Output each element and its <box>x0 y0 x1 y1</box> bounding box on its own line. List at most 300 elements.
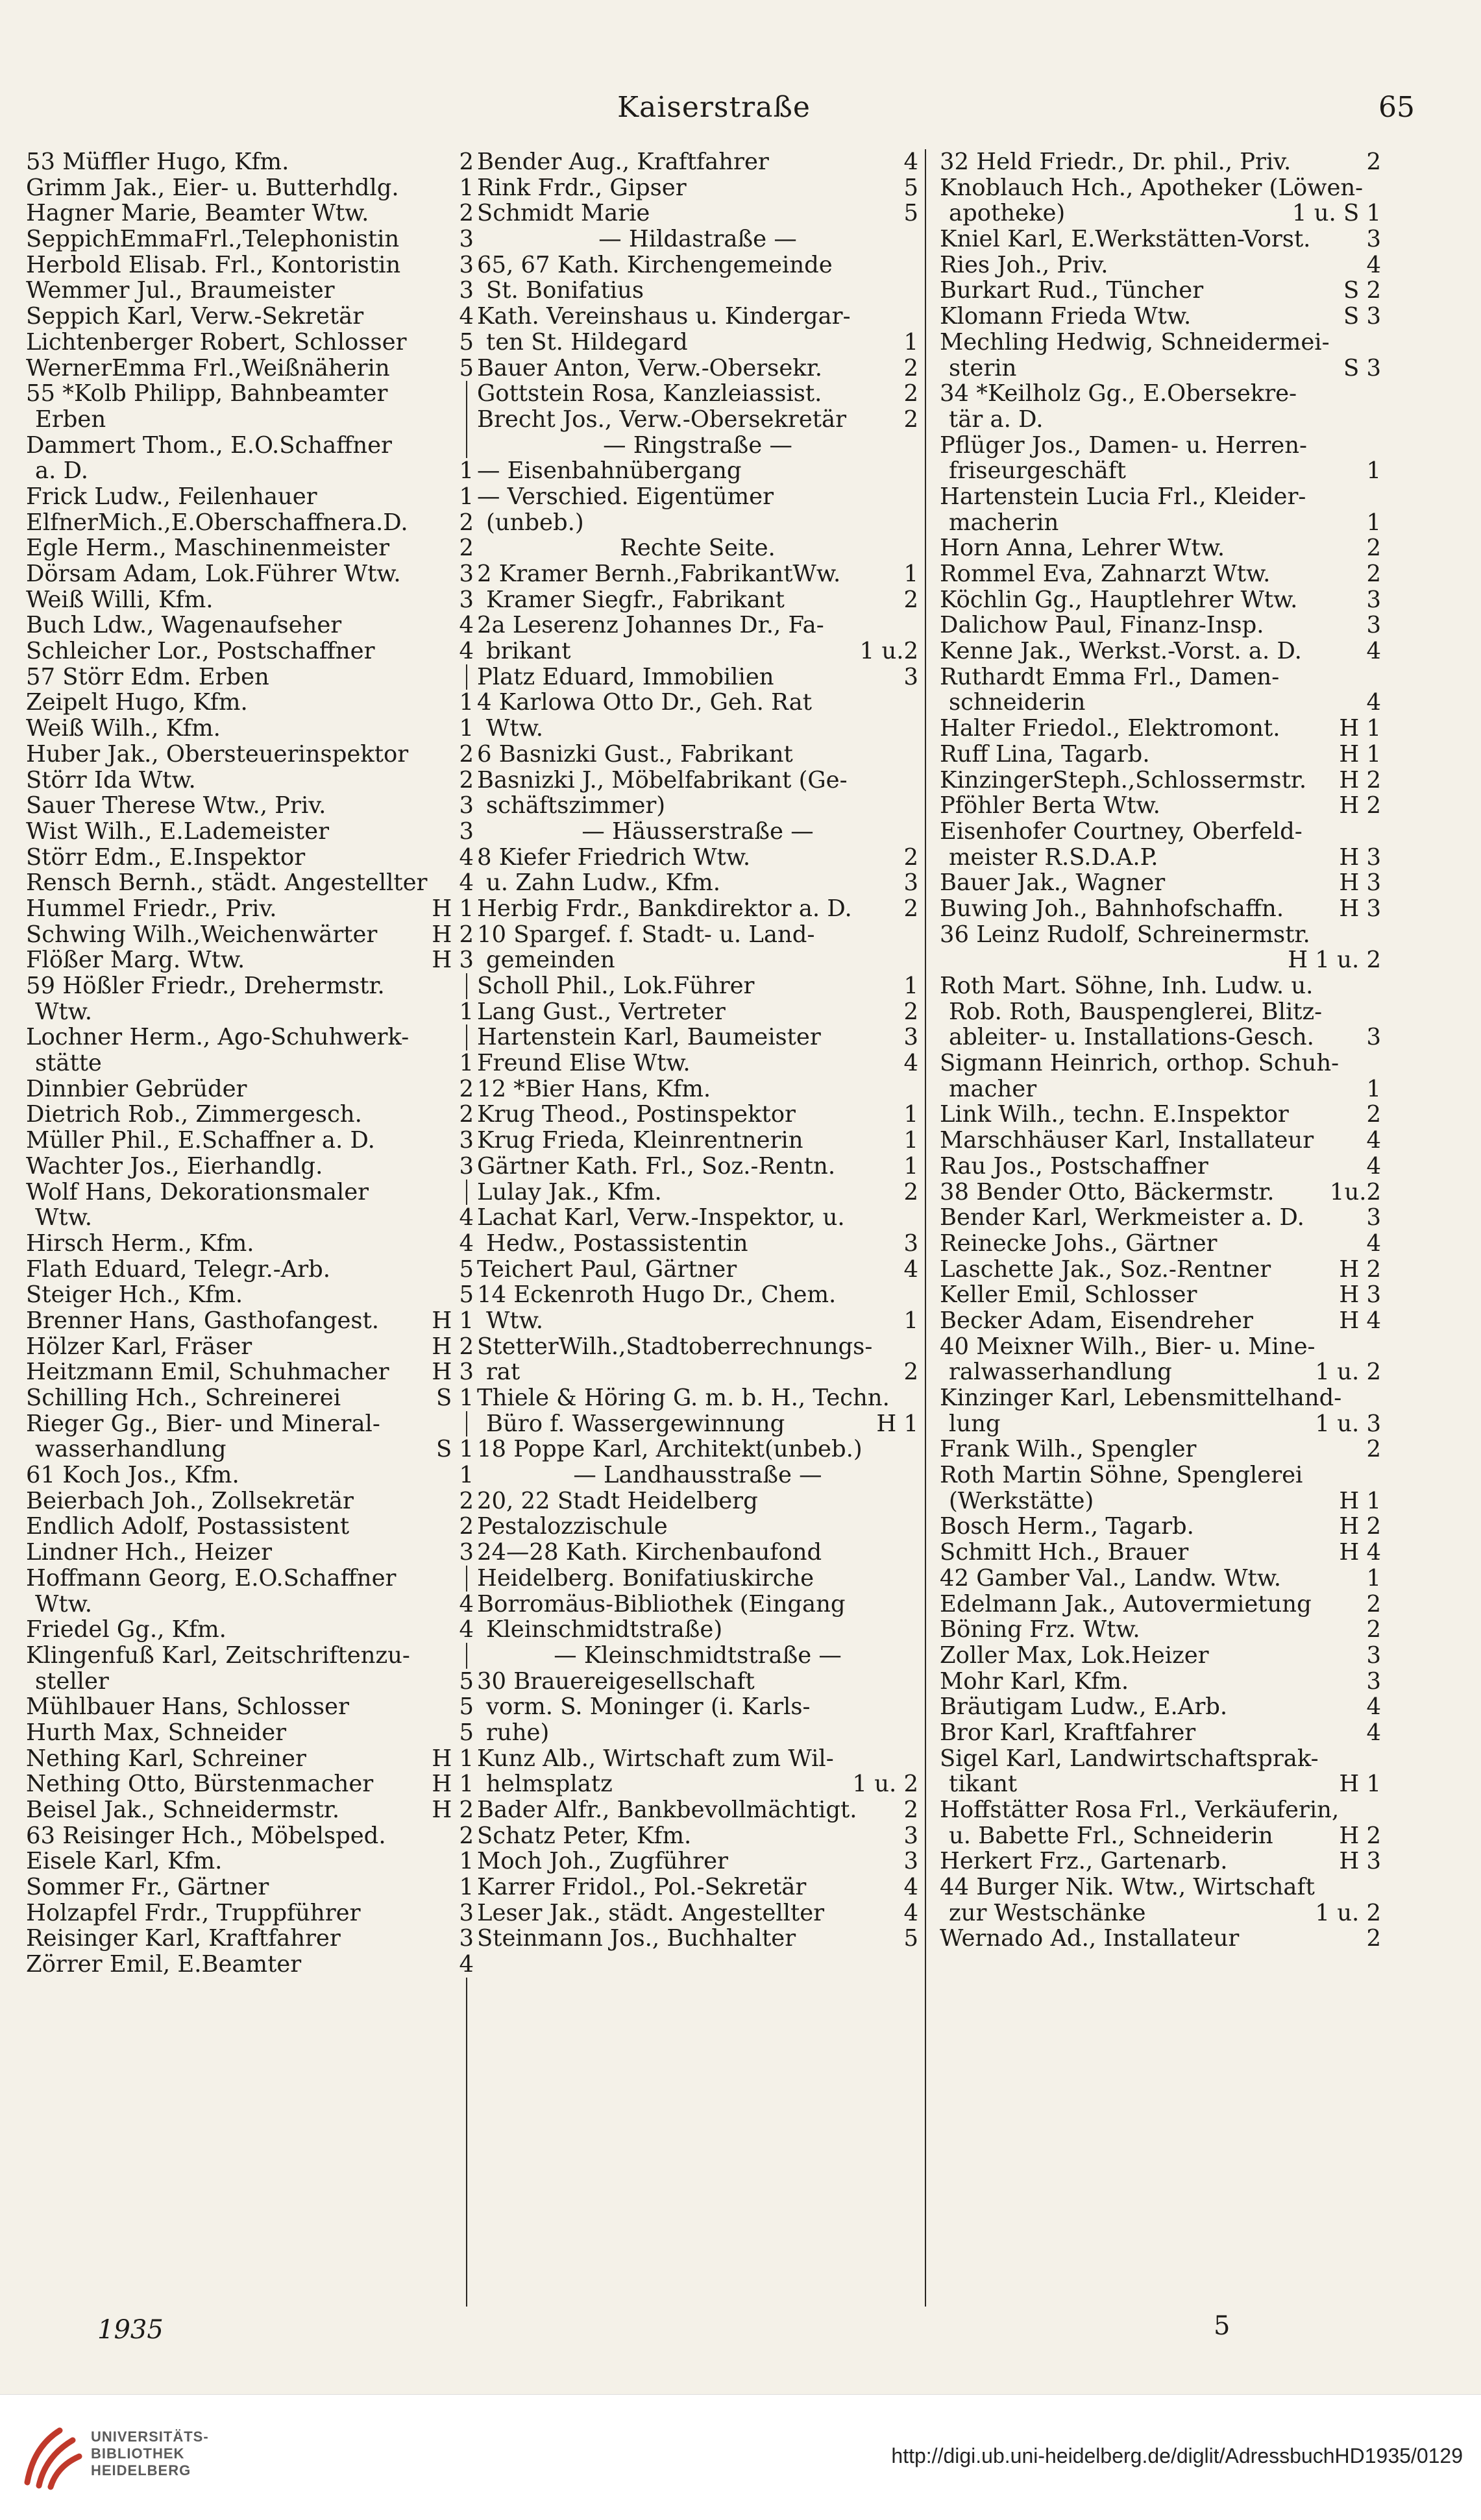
directory-entry <box>26 612 474 638</box>
directory-entry <box>477 200 918 226</box>
entry-text: Rink Frdr., Gipser <box>477 175 687 201</box>
entry-text: 10 Spargef. f. Stadt- u. Land- <box>477 921 815 948</box>
directory-entry <box>26 793 474 819</box>
floor-indicator: 1 <box>900 1308 918 1334</box>
floor-indicator: 2 <box>900 896 918 922</box>
entry-text: Lindner Hch., Heizer <box>26 1540 273 1566</box>
entry-text: Bader Alfr., Bankbevollmächtigt. <box>477 1797 857 1823</box>
floor-indicator: 3 <box>455 278 474 304</box>
directory-entry <box>26 1359 474 1385</box>
entry-text: Rommel Eva, Zahnarzt Wtw. <box>940 561 1271 587</box>
entry-text: Böning Frz. Wtw. <box>940 1617 1140 1643</box>
directory-entry <box>477 1797 918 1823</box>
entry-text: Friedel Gg., Kfm. <box>26 1617 226 1643</box>
entry-text: Rechte Seite. <box>620 535 776 561</box>
directory-entry <box>26 1154 474 1180</box>
directory-entry <box>940 819 1381 845</box>
floor-indicator: 2 <box>1362 1617 1381 1643</box>
entry-text: Freund Elise Wtw. <box>477 1050 691 1076</box>
directory-entry <box>940 612 1381 638</box>
entry-text: tikant <box>949 1771 1018 1797</box>
directory-entry <box>940 484 1381 510</box>
directory-entry <box>940 1874 1381 1900</box>
entry-text: rat <box>486 1359 520 1385</box>
entry-text: Hedw., Postassistentin <box>486 1230 748 1257</box>
entry-text: Roth Mart. Söhne, Inh. Ludw. u. <box>940 973 1314 999</box>
directory-entry <box>477 1720 918 1746</box>
entry-text: Wtw. <box>35 999 92 1025</box>
floor-indicator: 3 <box>455 1900 474 1926</box>
directory-entry <box>477 1231 918 1257</box>
directory-entry <box>26 1128 474 1154</box>
directory-entry <box>26 1823 474 1849</box>
page-title: Kaiserstraße <box>617 91 811 124</box>
directory-entry <box>940 1180 1381 1205</box>
entry-text: Flath Eduard, Telegr.-Arb. <box>26 1256 331 1283</box>
directory-entry <box>26 947 474 973</box>
directory-entry <box>477 638 918 664</box>
entry-text: St. Bonifatius <box>486 278 644 304</box>
entry-text: — Ringstraße — <box>603 432 792 459</box>
floor-indicator: 3 <box>1362 226 1381 252</box>
floor-indicator: 1 u.2 <box>856 638 918 664</box>
directory-entry <box>940 1154 1381 1180</box>
entry-text: Laschette Jak., Soz.-Rentner <box>940 1256 1271 1283</box>
floor-indicator: 3 <box>455 1128 474 1154</box>
entry-text: Lachat Karl, Verw.-Inspektor, u. <box>477 1205 845 1231</box>
floor-indicator: 4 <box>900 1257 918 1283</box>
directory-entry <box>477 1282 918 1308</box>
entry-text: Nething Otto, Bürstenmacher <box>26 1771 374 1797</box>
entry-text: WernerEmma Frl.,Weißnäherin <box>26 355 390 382</box>
directory-entry <box>940 1746 1381 1772</box>
entry-text: StetterWilh.,Stadtoberrechnungs- <box>477 1333 873 1360</box>
university-library-logo-icon[interactable] <box>14 2421 86 2492</box>
floor-indicator: 1 <box>900 1102 918 1128</box>
floor-indicator: H 1 <box>1335 1488 1381 1514</box>
entry-text: 18 Poppe Karl, Architekt(unbeb.) <box>477 1436 863 1463</box>
directory-entry <box>477 1617 918 1643</box>
directory-entry <box>940 226 1381 252</box>
entry-text: meister R.S.D.A.P. <box>949 844 1158 871</box>
directory-entry <box>26 1926 474 1952</box>
directory-entry <box>477 561 918 587</box>
directory-entry <box>26 1514 474 1540</box>
directory-entry <box>26 896 474 922</box>
directory-entry <box>477 510 918 536</box>
floor-indicator: 2 <box>900 845 918 871</box>
entry-text: Zoller Max, Lok.Heizer <box>940 1642 1209 1669</box>
entry-text: Wtw. <box>35 1205 92 1231</box>
entry-text: 59 Hößler Friedr., Drehermstr. <box>26 973 385 999</box>
source-url-link[interactable]: http://digi.ub.uni-heidelberg.de/diglit/AdressbuchHD1935/0129 <box>891 2444 1463 2467</box>
entry-text: Sigmann Heinrich, orthop. Schuh- <box>940 1050 1340 1076</box>
entry-text: Hartenstein Karl, Baumeister <box>477 1024 821 1051</box>
directory-column-right <box>940 149 1381 1952</box>
entry-text: Frick Ludw., Feilenhauer <box>26 483 317 510</box>
directory-entry <box>940 1848 1381 1874</box>
column-divider <box>925 149 926 2307</box>
floor-indicator: S 3 <box>1340 304 1381 330</box>
directory-entry <box>26 1952 474 1978</box>
floor-indicator: 1 <box>455 999 474 1025</box>
directory-entry <box>477 1592 918 1617</box>
directory-entry <box>940 1231 1381 1257</box>
directory-entry <box>26 1411 474 1437</box>
floor-indicator: H 1 u. 2 <box>1284 947 1381 973</box>
floor-indicator: 4 <box>900 1050 918 1076</box>
floor-indicator: 4 <box>900 149 918 175</box>
floor-indicator: 4 <box>900 1900 918 1926</box>
directory-entry <box>940 1385 1381 1411</box>
floor-indicator: 1 <box>455 175 474 201</box>
directory-entry <box>940 845 1381 871</box>
directory-entry <box>477 1128 918 1154</box>
floor-indicator: H 2 <box>1335 793 1381 819</box>
directory-entry <box>26 200 474 226</box>
directory-entry <box>26 433 474 459</box>
directory-entry <box>26 922 474 948</box>
directory-entry <box>26 1694 474 1720</box>
directory-entry <box>477 484 918 510</box>
floor-indicator: 4 <box>1362 1694 1381 1720</box>
directory-entry <box>477 587 918 613</box>
entry-text: Zörrer Emil, E.Beamter <box>26 1952 302 1978</box>
floor-indicator: 1 <box>455 690 474 716</box>
entry-text: 14 Eckenroth Hugo Dr., Chem. <box>477 1282 837 1308</box>
directory-entry <box>26 561 474 587</box>
directory-entry <box>26 1334 474 1360</box>
directory-entry <box>940 1334 1381 1360</box>
floor-indicator: 2 <box>900 381 918 407</box>
directory-entry <box>477 1694 918 1720</box>
directory-entry <box>26 381 474 407</box>
floor-indicator: 1 <box>455 484 474 510</box>
entry-text: Frank Wilh., Spengler <box>940 1436 1197 1463</box>
floor-indicator: H 3 <box>428 1359 474 1385</box>
floor-indicator: 2 <box>1362 1926 1381 1952</box>
entry-text: Herkert Frz., Gartenarb. <box>940 1848 1228 1875</box>
entry-text: Schleicher Lor., Postschaffner <box>26 638 375 664</box>
entry-text: Schatz Peter, Kfm. <box>477 1823 692 1849</box>
entry-text: Herbig Frdr., Bankdirektor a. D. <box>477 895 852 922</box>
directory-entry <box>940 690 1381 716</box>
floor-indicator: 5 <box>455 1669 474 1695</box>
entry-text: Reinecke Johs., Gärtner <box>940 1230 1218 1257</box>
floor-indicator: H 3 <box>1335 896 1381 922</box>
directory-entry <box>26 1050 474 1076</box>
directory-entry <box>477 1334 918 1360</box>
floor-indicator: 1 <box>900 1154 918 1180</box>
directory-entry <box>477 1308 918 1334</box>
directory-entry <box>477 973 918 999</box>
floor-indicator: S 1 <box>432 1436 474 1462</box>
directory-entry <box>477 356 918 382</box>
entry-text: ten St. Hildegard <box>486 329 688 356</box>
entry-text: Kniel Karl, E.Werkstätten-Vorst. <box>940 226 1311 252</box>
floor-indicator: 1 <box>900 330 918 356</box>
entry-text: ableiter- u. Installations-Gesch. <box>949 1024 1314 1051</box>
directory-entry <box>26 356 474 382</box>
directory-entry <box>26 1257 474 1283</box>
directory-entry <box>477 690 918 716</box>
entry-text: apotheke) <box>949 200 1066 227</box>
directory-entry <box>477 1900 918 1926</box>
floor-indicator: 1 <box>900 1128 918 1154</box>
entry-text: wasserhandlung <box>35 1436 226 1463</box>
entry-text: 2a Leserenz Johannes Dr., Fa- <box>477 612 824 639</box>
floor-indicator: H 2 <box>1335 768 1381 794</box>
floor-indicator: 4 <box>1362 690 1381 716</box>
floor-indicator: 2 <box>1362 535 1381 561</box>
entry-text: Sigel Karl, Landwirtschaftsprak- <box>940 1745 1319 1772</box>
directory-entry <box>26 1592 474 1617</box>
floor-indicator: 3 <box>1362 1669 1381 1695</box>
entry-text: Wtw. <box>486 1307 543 1334</box>
floor-indicator: H 3 <box>428 947 474 973</box>
directory-entry <box>26 664 474 690</box>
entry-text: tär a. D. <box>949 406 1044 433</box>
floor-indicator: 4 <box>455 638 474 664</box>
directory-entry <box>26 175 474 201</box>
floor-indicator: 3 <box>455 252 474 278</box>
entry-text: Hoffstätter Rosa Frl., Verkäuferin, <box>940 1797 1340 1823</box>
directory-entry <box>940 330 1381 356</box>
floor-indicator: 4 <box>1362 1720 1381 1746</box>
entry-text: Teichert Paul, Gärtner <box>477 1256 737 1283</box>
entry-text: Roth Martin Söhne, Spenglerei <box>940 1462 1303 1488</box>
entry-text: Leser Jak., städt. Angestellter <box>477 1900 825 1926</box>
floor-indicator: H 3 <box>1335 845 1381 871</box>
entry-text: Nething Karl, Schreiner <box>26 1745 306 1772</box>
directory-entry <box>477 1488 918 1514</box>
entry-text: Schmidt Marie <box>477 200 650 227</box>
directory-entry <box>477 896 918 922</box>
floor-indicator: 3 <box>455 1154 474 1180</box>
directory-entry <box>940 1436 1381 1462</box>
floor-indicator: 1 <box>455 1874 474 1900</box>
directory-entry <box>940 1076 1381 1102</box>
directory-entry <box>26 638 474 664</box>
entry-text: Hurth Max, Schneider <box>26 1719 287 1746</box>
entry-text: ruhe) <box>486 1719 550 1746</box>
floor-indicator: 1 <box>900 561 918 587</box>
directory-entry <box>940 1823 1381 1849</box>
entry-text: Pflüger Jos., Damen- u. Herren- <box>940 432 1307 459</box>
entry-text: Störr Edm., E.Inspektor <box>26 844 306 871</box>
directory-entry <box>477 1746 918 1772</box>
floor-indicator: 3 <box>1362 1643 1381 1669</box>
floor-indicator: 2 <box>1362 1102 1381 1128</box>
floor-indicator: H 2 <box>1335 1514 1381 1540</box>
entry-text: Rensch Bernh., städt. Angestellter <box>26 870 428 896</box>
entry-text: Beierbach Joh., Zollsekretär <box>26 1488 354 1514</box>
directory-entry <box>26 1180 474 1205</box>
entry-text: Klomann Frieda Wtw. <box>940 304 1192 330</box>
directory-entry <box>940 1694 1381 1720</box>
entry-text: 6 Basnizki Gust., Fabrikant <box>477 741 793 768</box>
library-name: UNIVERSITÄTS- BIBLIOTHEK HEIDELBERG <box>91 2429 209 2478</box>
floor-indicator: 5 <box>900 200 918 226</box>
directory-entry <box>940 252 1381 278</box>
entry-text: Ruthardt Emma Frl., Damen- <box>940 664 1280 690</box>
floor-indicator: 2 <box>900 1359 918 1385</box>
entry-text: Hölzer Karl, Fräser <box>26 1333 252 1360</box>
directory-entry <box>26 1771 474 1797</box>
entry-text: ralwasserhandlung <box>949 1359 1172 1385</box>
directory-entry <box>477 999 918 1025</box>
directory-entry <box>477 1566 918 1592</box>
entry-text: Bosch Herm., Tagarb. <box>940 1514 1194 1540</box>
entry-text: — Eisenbahnübergang <box>477 458 742 484</box>
floor-indicator: 1 u. S 1 <box>1288 200 1381 226</box>
directory-entry <box>940 510 1381 536</box>
entry-text: Pestalozzischule <box>477 1514 668 1540</box>
entry-text: Rob. Roth, Bauspenglerei, Blitz- <box>949 999 1323 1025</box>
entry-text: 4 Karlowa Otto Dr., Geh. Rat <box>477 690 812 716</box>
directory-entry <box>940 1540 1381 1566</box>
floor-indicator: 5 <box>455 1694 474 1720</box>
footer-year: 1935 <box>97 2315 164 2345</box>
floor-indicator: 3 <box>900 1848 918 1874</box>
entry-text: stätte <box>35 1050 102 1076</box>
entry-text: 61 Koch Jos., Kfm. <box>26 1462 239 1488</box>
directory-entry <box>477 1024 918 1050</box>
directory-entry <box>940 742 1381 768</box>
floor-indicator: H 1 <box>1335 1771 1381 1797</box>
floor-indicator: 2 <box>455 1488 474 1514</box>
floor-indicator: H 4 <box>1335 1308 1381 1334</box>
entry-text: Bauer Jak., Wagner <box>940 870 1166 896</box>
floor-indicator: S 1 <box>432 1385 474 1411</box>
directory-entry <box>26 1436 474 1462</box>
directory-entry <box>26 1282 474 1308</box>
entry-text: Krug Frieda, Kleinrentnerin <box>477 1128 803 1154</box>
directory-entry <box>940 1359 1381 1385</box>
directory-entry <box>477 1180 918 1205</box>
entry-text: helmsplatz <box>486 1771 613 1797</box>
directory-entry <box>26 1462 474 1488</box>
directory-entry <box>26 149 474 175</box>
floor-indicator: 4 <box>1362 252 1381 278</box>
floor-indicator: 3 <box>455 226 474 252</box>
entry-text: Brecht Jos., Verw.-Obersekretär <box>477 406 847 433</box>
entry-text: Moch Joh., Zugführer <box>477 1848 728 1875</box>
floor-indicator: 2 <box>900 999 918 1025</box>
floor-indicator: 2 <box>1362 149 1381 175</box>
entry-text: Zeipelt Hugo, Kfm. <box>26 690 248 716</box>
directory-entry <box>26 1488 474 1514</box>
directory-entry <box>477 1385 918 1411</box>
directory-entry <box>477 252 918 278</box>
entry-text: Hummel Friedr., Priv. <box>26 895 277 922</box>
directory-entry <box>26 1669 474 1695</box>
entry-text: 63 Reisinger Hch., Möbelsped. <box>26 1823 386 1849</box>
directory-entry <box>940 304 1381 330</box>
directory-entry <box>477 1076 918 1102</box>
floor-indicator: 2 <box>900 1797 918 1823</box>
entry-text: Kath. Vereinshaus u. Kindergar- <box>477 304 851 330</box>
directory-entry <box>26 1385 474 1411</box>
floor-indicator: 2 <box>455 742 474 768</box>
directory-entry <box>940 768 1381 794</box>
entry-text: u. Babette Frl., Schneiderin <box>949 1823 1273 1849</box>
viewer-footer-bar <box>0 2394 1481 2520</box>
directory-entry <box>940 1669 1381 1695</box>
entry-text: Steiger Hch., Kfm. <box>26 1282 243 1308</box>
street-heading <box>477 819 918 845</box>
entry-text: 38 Bender Otto, Bäckermstr. <box>940 1179 1275 1205</box>
entry-text: Hagner Marie, Beamter Wtw. <box>26 200 369 227</box>
floor-indicator: 3 <box>1362 612 1381 638</box>
entry-text: lung <box>949 1411 1001 1437</box>
entry-text: Halter Friedol., Elektromont. <box>940 716 1280 742</box>
floor-indicator: 2 <box>455 1514 474 1540</box>
directory-entry <box>940 947 1381 973</box>
entry-text: Endlich Adolf, Postassistent <box>26 1514 350 1540</box>
directory-entry <box>26 510 474 536</box>
floor-indicator: H 4 <box>1335 1540 1381 1566</box>
entry-text: a. D. <box>35 458 88 484</box>
entry-text: Seppich Karl, Verw.-Sekretär <box>26 304 364 330</box>
directory-entry <box>477 1411 918 1437</box>
entry-text: Hoffmann Georg, E.O.Schaffner <box>26 1565 397 1592</box>
entry-text: Pföhler Berta Wtw. <box>940 793 1160 819</box>
entry-text: Kleinschmidtstraße) <box>486 1617 723 1643</box>
directory-entry <box>940 458 1381 484</box>
floor-indicator: 3 <box>900 1024 918 1050</box>
entry-text: macher <box>949 1076 1037 1102</box>
entry-text: — Landhausstraße — <box>573 1462 822 1488</box>
directory-entry <box>940 200 1381 226</box>
entry-text: Dörsam Adam, Lok.Führer Wtw. <box>26 561 401 587</box>
floor-indicator: H 1 <box>428 1771 474 1797</box>
directory-entry <box>477 1874 918 1900</box>
floor-indicator: H 2 <box>1335 1257 1381 1283</box>
directory-entry <box>940 407 1381 433</box>
floor-indicator: 4 <box>455 845 474 871</box>
floor-indicator: 1 <box>1362 1566 1381 1592</box>
directory-entry <box>940 1514 1381 1540</box>
directory-entry <box>477 149 918 175</box>
entry-text: Bror Karl, Kraftfahrer <box>940 1719 1196 1746</box>
entry-text: Weiß Willi, Kfm. <box>26 587 214 613</box>
footer-signature: 5 <box>1214 2311 1230 2341</box>
floor-indicator: 2 <box>900 407 918 433</box>
entry-text: 2 Kramer Bernh.,FabrikantWw. <box>477 561 841 587</box>
floor-indicator: 2 <box>455 768 474 794</box>
entry-text: Platz Eduard, Immobilien <box>477 664 774 690</box>
entry-text: 40 Meixner Wilh., Bier- u. Mine- <box>940 1333 1316 1360</box>
directory-entry <box>940 1411 1381 1437</box>
entry-text: 32 Held Friedr., Dr. phil., Priv. <box>940 149 1291 175</box>
entry-text: steller <box>35 1668 109 1695</box>
entry-text: macherin <box>949 509 1059 536</box>
directory-entry <box>477 947 918 973</box>
directory-entry <box>477 1771 918 1797</box>
directory-entry <box>26 716 474 742</box>
directory-entry <box>940 1488 1381 1514</box>
entry-text: 30 Brauereigesellschaft <box>477 1668 755 1695</box>
directory-entry <box>477 278 918 304</box>
entry-text: sterin <box>949 355 1017 382</box>
directory-entry <box>26 278 474 304</box>
floor-indicator: 4 <box>455 1205 474 1231</box>
floor-indicator: H 1 <box>872 1411 918 1437</box>
floor-indicator: 3 <box>1362 587 1381 613</box>
directory-entry <box>26 226 474 252</box>
entry-text: — Hildastraße — <box>598 226 797 252</box>
